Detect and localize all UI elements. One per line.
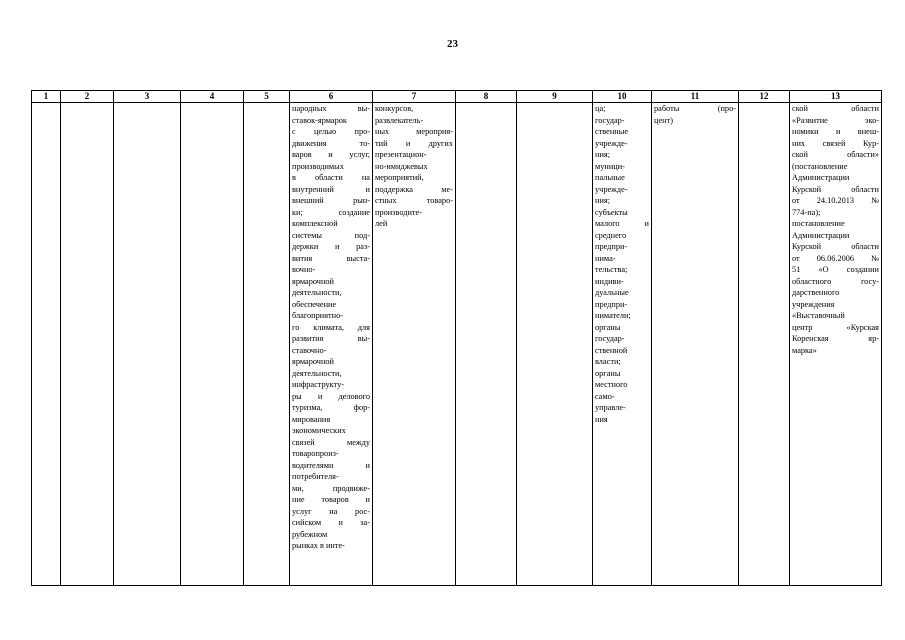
cell-text-line: поддержка ме- [375,184,453,194]
cell-text-line: ния; [595,196,611,205]
cell-text-line: Курской области [792,242,879,251]
column-header-3: 3 [114,91,181,103]
cell-col-3 [114,103,181,586]
cell-text-line: ния; [595,150,611,159]
cell-text-line: но-имиджевых [375,161,428,171]
cell-text-line: Коренская яр- [792,334,879,343]
cell-text-line: производимых [292,161,344,171]
cell-text-line: водителями и [292,460,370,470]
cell-text-line: инфраструкту- [292,380,345,389]
cell-text-line: органы [595,322,621,332]
cell-text-line: обеспечение [292,299,337,309]
cell-text-line: ца; [595,104,606,113]
cell-text-line: областного госу- [792,276,879,286]
cell-text-line: рынках в инте- [292,541,345,550]
cell-text-line: ярмарочной [292,357,334,366]
cell-text-line: нима- [595,253,616,263]
cell-text-line: управле- [595,403,626,412]
cell-text-line: внешний рын- [292,196,370,205]
column-header-12: 12 [739,91,790,103]
cell-text-line: народных вы- [292,104,370,113]
column-header-5: 5 [244,91,290,103]
cell-text-line: производите- [375,207,422,217]
cell-text-line: учрежде- [595,138,628,148]
cell-text-line: конкурсов, [375,104,414,113]
cell-text-line: субъекты [595,207,628,217]
cell-col-1 [32,103,61,586]
cell-text-line: движения то- [292,138,370,148]
cell-text-line: ми, продвиже- [292,483,370,493]
cell-text-line: власти; [595,357,621,366]
cell-text-line: 774-па); [792,207,821,217]
cell-text-line: услуг на рос- [292,506,370,516]
cell-text-line: постановление [792,219,845,228]
cell-text-line: комплексной [292,219,338,228]
cell-col-13 [790,103,882,586]
column-header-9: 9 [517,91,593,103]
cell-text-line: ставочно- [292,345,327,355]
cell-text-line: вочно- [292,265,316,274]
cell-text-line: Администрации [792,230,850,240]
cell-text-line: ния [595,414,608,424]
cell-text-line: «Развитие эко- [792,115,879,125]
data-table [31,90,882,586]
cell-text-line: учрежде- [595,184,628,194]
cell-text-line: туризма, фор- [292,403,370,412]
cell-text-line: само- [595,391,615,401]
cell-text-line: ниматели; [595,311,631,320]
cell-col-12 [739,103,790,586]
cell-text-line: потребителя- [292,472,339,481]
cell-text-line: пальные [595,173,625,182]
column-header-11: 11 [652,91,739,103]
cell-text-line: деятельности, [292,368,342,378]
cell-text-line: благоприятно- [292,311,344,320]
cell-text-line: ской области [792,104,879,113]
cell-text-line: стных товаро- [375,196,453,205]
column-header-8: 8 [456,91,517,103]
cell-text-line: муници- [595,161,625,171]
cell-text-line: мероприятий, [375,173,424,182]
cell-col-9 [517,103,593,586]
cell-text-line: деятельности, [292,288,342,297]
page-number: 23 [447,38,458,50]
cell-col-2 [61,103,114,586]
cell-text-line: ки; создание [292,207,370,217]
cell-text-line: ской области» [792,150,879,159]
cell-text-line: внутренний и [292,184,370,194]
cell-text-line: дарственного [792,288,840,297]
cell-text-line: рубежном [292,529,328,539]
cell-text-line: учреждения [792,299,835,309]
cell-text-line: лей [375,219,388,228]
cell-text-line: системы под- [292,230,370,240]
cell-text-line: го климата, для [292,322,370,332]
cell-text-line: сийском и за- [292,518,370,527]
cell-text-line: связей между [292,437,370,447]
cell-text-line: малого и [595,219,649,228]
table-row [32,103,882,586]
column-header-6: 6 [290,91,373,103]
cell-col-11 [652,103,739,586]
cell-col-4 [181,103,244,586]
cell-text-line: Администрации [792,173,850,182]
cell-text-line: государ- [595,334,625,343]
cell-text-line: Курской области [792,184,879,194]
column-header-10: 10 [593,91,652,103]
cell-col-8 [456,103,517,586]
cell-text-line: номики и внеш- [792,127,879,136]
cell-text-line: от 24.10.2013 № [792,196,879,205]
cell-text-line: ярмарочной [292,276,334,286]
column-header-13: 13 [790,91,882,103]
cell-text-line: тий и других [375,138,453,148]
cell-text-line: ных мероприя- [375,127,453,136]
cell-text-line: «Выставочный [792,311,845,320]
cell-text-line: ственной [595,345,628,355]
cell-text-line: от 06.06.2006 № [792,253,879,263]
cell-text-line: развлекатель- [375,115,424,125]
cell-text-line: ние товаров и [292,495,370,504]
cell-text-line: товаропроиз- [292,449,339,458]
cell-text-line: государ- [595,115,625,125]
cell-text-line: ры и делового [292,391,370,401]
cell-text-line: ставок-ярмарок [292,115,347,125]
cell-text-line: предпри- [595,242,628,251]
cell-text-line: варов и услуг, [292,150,370,159]
cell-text-line: работы (про- [654,104,736,113]
cell-text-line: с целью про- [292,127,370,136]
cell-text-line: экономических [292,426,346,435]
cell-text-line: индиви- [595,276,624,286]
cell-text-line: органы [595,368,621,378]
cell-text-line: держки и раз- [292,242,370,251]
cell-text-line: ственные [595,127,628,136]
cell-text-line: центр «Курская [792,322,879,332]
cell-text-line: предпри- [595,299,628,309]
cell-col-6 [290,103,373,586]
header-row [32,91,882,103]
cell-text-line: развития вы- [292,334,370,343]
cell-text-line: них связей Кур- [792,138,879,148]
cell-text-line: (постановление [792,161,848,171]
cell-text-line: местного [595,380,628,389]
column-header-7: 7 [373,91,456,103]
column-header-1: 1 [32,91,61,103]
cell-text-line: марка» [792,345,817,355]
cell-text-line: дуальные [595,288,629,297]
cell-text-line: в области на [292,173,370,182]
cell-text-line: среднего [595,230,627,240]
cell-text-line: мирования [292,414,331,424]
cell-col-7 [373,103,456,586]
cell-col-10 [593,103,652,586]
cell-text-line: презентацион- [375,150,427,159]
cell-text-line: вития выста- [292,253,370,263]
cell-col-5 [244,103,290,586]
cell-text-line: 51 «О создании [792,265,879,274]
cell-text-line: цент) [654,115,673,125]
column-header-4: 4 [181,91,244,103]
column-header-2: 2 [61,91,114,103]
cell-text-line: тельства; [595,265,628,274]
